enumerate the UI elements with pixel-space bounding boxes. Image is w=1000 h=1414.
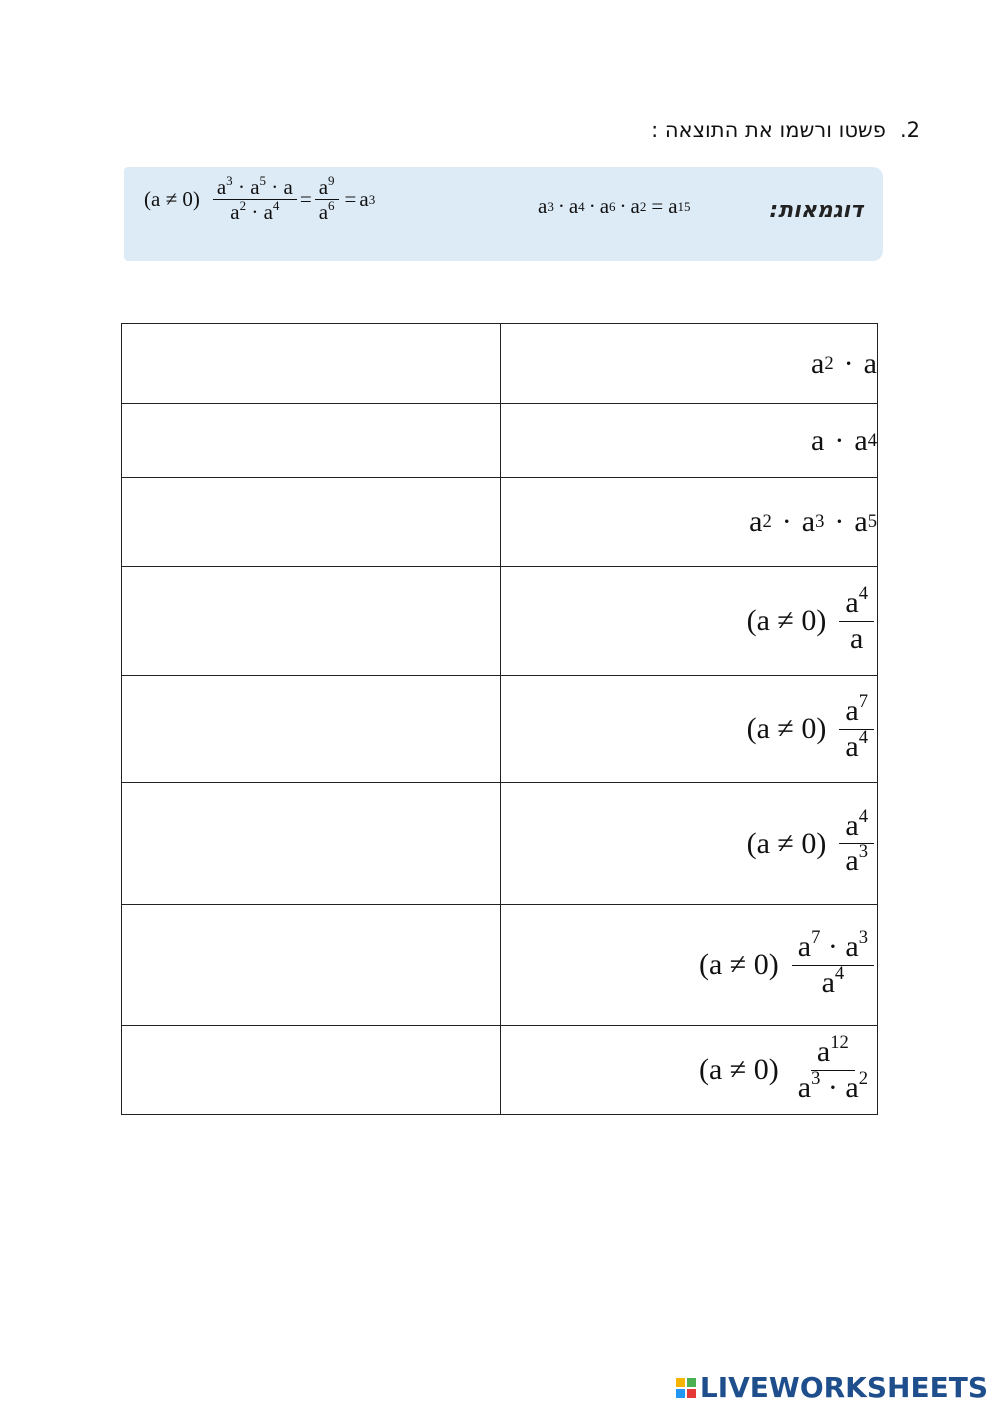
answer-cell[interactable]	[122, 567, 501, 676]
answer-cell[interactable]	[122, 783, 501, 905]
expression-cell: (a ≠ 0) $\frac{a^{12}}{a^3 \cdot a^2}$	[501, 1026, 878, 1115]
liveworksheets-logo	[676, 1371, 988, 1404]
table-row	[122, 324, 878, 404]
exercise-table	[121, 323, 878, 1115]
expression-cell: a 2 · a	[501, 324, 878, 404]
question-text: פשטו ורשמו את התוצאה :	[651, 118, 886, 142]
example-fraction: $\frac{a^3 \cdot a^5 \cdot a}{a^2 \cdot a^4}$	[213, 175, 297, 224]
table-row	[122, 567, 878, 676]
examples-box	[124, 167, 883, 261]
expression-cell: (a ≠ 0) $\frac{a^7 \cdot a^3}{a^4}$	[501, 905, 878, 1026]
question-heading	[651, 118, 920, 142]
example-condition: (a ≠ 0)	[144, 187, 200, 212]
answer-cell[interactable]	[122, 478, 501, 567]
expression-cell: a · a 4	[501, 404, 878, 478]
logo-mark-icon	[676, 1378, 696, 1398]
expression-cell: (a ≠ 0) $\frac{a^4}{a^3}$	[501, 783, 878, 905]
table-row	[122, 676, 878, 783]
question-number: 2.	[899, 118, 920, 142]
answer-cell[interactable]	[122, 404, 501, 478]
example-quotient: (a ≠ 0) $\frac{a^3 \cdot a^5 \cdot a}{a^2 \cdot a^4}$ = $\frac{a^9}{a^6}$ = a 3	[144, 172, 376, 225]
expression-cell: (a ≠ 0) $\frac{a^4}{a}$	[501, 567, 878, 676]
condition: (a ≠ 0)	[698, 1053, 779, 1086]
condition: (a ≠ 0)	[698, 948, 779, 981]
examples-label: דוגמאות:	[769, 198, 863, 223]
table-row	[122, 404, 878, 478]
expression-cell: (a ≠ 0) $\frac{a^7}{a^4}$	[501, 676, 878, 783]
condition: (a ≠ 0)	[746, 604, 827, 637]
condition: (a ≠ 0)	[746, 826, 827, 860]
answer-cell[interactable]	[122, 1026, 501, 1115]
condition: (a ≠ 0)	[746, 712, 827, 745]
table-row	[122, 478, 878, 567]
answer-cell[interactable]	[122, 905, 501, 1026]
table-row	[122, 905, 878, 1026]
logo-text: LIVEWORKSHEETS	[699, 1371, 988, 1404]
expression-cell: a 2 · a 3 · a 5	[501, 478, 878, 567]
table-row	[122, 783, 878, 905]
answer-cell[interactable]	[122, 324, 501, 404]
table-row	[122, 1026, 878, 1115]
example-product: a 3 · a 4 · a 6 · a 2 = a 15	[538, 194, 691, 218]
answer-cell[interactable]	[122, 676, 501, 783]
